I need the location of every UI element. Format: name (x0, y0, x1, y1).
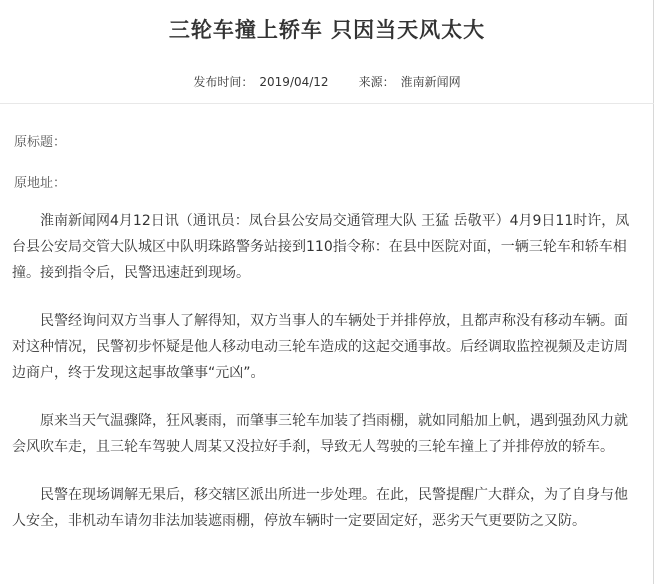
paragraph: 原来当天气温骤降，狂风裹雨，而肇事三轮车加装了挡雨棚，就如同船加上帆，遇到强劲风力就会风吹车走，且三轮车驾驶人周某又没拉好手刹，导致无人驾驶的三轮车撞上了并排停放的轿车。 (12, 413, 628, 455)
original-url-label: 原地址： (14, 176, 67, 191)
article-meta (0, 73, 654, 90)
paragraph: 民警经询问双方当事人了解得知，双方当事人的车辆处于并排停放，且都声称没有移动车辆。面对这种情况，民警初步怀疑是他人移动电动三轮车造成的这起交通事故。后经调取监控视频及走访周边商户，终于发现这起事故肇事“元凶”。 (12, 313, 628, 381)
header-divider (0, 103, 654, 104)
paragraph: 淮南新闻网4月12日讯（通讯员：凤台县公安局交通管理大队 王猛 岳敬平）4月9日11时许，凤台县公安局交管大队城区中队明珠路警务站接到110指令称：在县中医院对面，一辆三轮车和轿车相撞。接到指令后，民警迅速赶到现场。 (12, 213, 630, 281)
publish-time-label: 发布时间： (193, 75, 254, 89)
source-name: 淮南新闻网 (400, 75, 461, 89)
original-title-label: 原标题： (14, 135, 67, 150)
article-title: 三轮车撞上轿车 只因当天风太大 (168, 17, 486, 42)
paragraph: 民警在现场调解无果后，移交辖区派出所进一步处理。在此，民警提醒广大群众，为了自身与他人安全，非机动车请勿非法加装遮雨棚，停放车辆时一定要固定好，恶劣天气更要防之又防。 (12, 487, 628, 529)
source-label: 来源： (358, 75, 395, 89)
publish-date: 2019/04/12 (259, 75, 329, 89)
article-body (12, 208, 640, 556)
